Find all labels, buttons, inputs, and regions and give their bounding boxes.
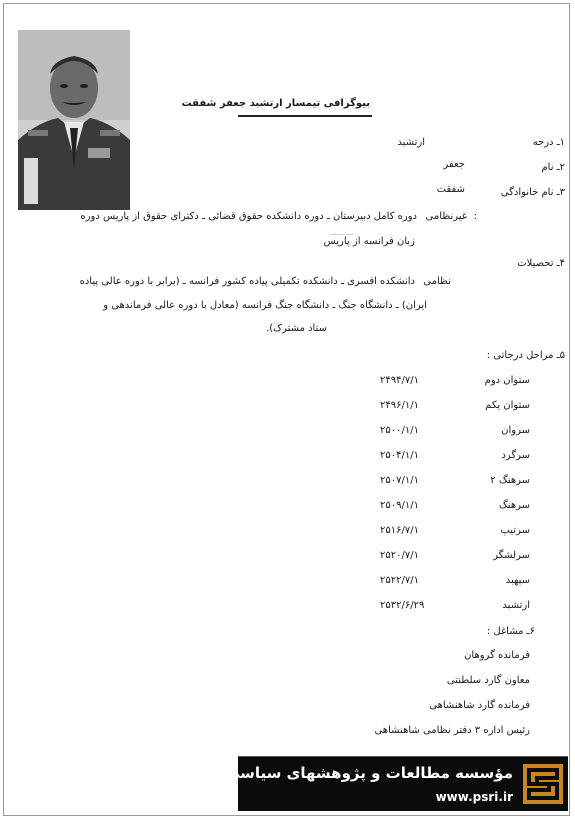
rank-name: ستوان دوم bbox=[484, 375, 530, 386]
rank-name: ارتشبد bbox=[502, 600, 530, 611]
portrait-photo bbox=[18, 30, 130, 210]
rank-row bbox=[380, 475, 530, 489]
rank-name: سرهنگ ۲ bbox=[490, 475, 530, 486]
rank-row bbox=[380, 375, 530, 389]
duty-item: فرمانده گروهان bbox=[464, 650, 530, 661]
civil-education-line-2: زبان فرانسه از پاریس bbox=[323, 236, 415, 247]
rank-date: ۲۵۳۲/۶/۲۹ bbox=[380, 600, 425, 611]
military-education-line-2: ایران) ـ دانشگاه جنگ ـ دانشگاه جنگ فرانسه (معادل با دوره عالی فرماندهی و bbox=[103, 300, 427, 311]
military-education-label: نظامی bbox=[423, 276, 451, 287]
psri-logo-icon bbox=[523, 764, 563, 804]
civil-education-label: غیرنظامی bbox=[425, 211, 467, 222]
rank-date: ۲۵۰۷/۱/۱ bbox=[380, 475, 419, 486]
rank-row bbox=[380, 400, 530, 414]
duty-item: فرمانده گارد شاهنشاهی bbox=[429, 700, 530, 711]
rank-date: ۲۵۲۰/۷/۱ bbox=[380, 550, 419, 561]
education-label: ۴ـ تحصیلات bbox=[517, 258, 565, 269]
rank-date: ۲۴۹۴/۷/۱ bbox=[380, 375, 419, 386]
rank-name: سپهبد bbox=[505, 575, 530, 586]
last-name-value: شفقت bbox=[436, 184, 465, 195]
rank-row bbox=[380, 550, 530, 564]
rank-date: ۲۴۹۶/۱/۱ bbox=[380, 400, 419, 411]
ranks-label: ۵ـ مراحل درجاتی : bbox=[486, 350, 565, 361]
first-name-label: ۲ـ نام bbox=[541, 162, 565, 173]
rank-row bbox=[380, 500, 530, 514]
rank-date: ۲۵۱۶/۷/۱ bbox=[380, 525, 419, 536]
last-name-label: ۳ـ نام خانوادگی bbox=[500, 187, 565, 198]
rank-field-value: ارتشبد bbox=[397, 137, 425, 148]
military-education-line-3: ستاد مشترک). bbox=[266, 323, 327, 334]
duty-item: معاون گارد سلطنتی bbox=[446, 675, 530, 686]
rank-date: ۲۵۰۴/۱/۱ bbox=[380, 450, 419, 461]
footer-url[interactable]: www.psri.ir bbox=[435, 790, 513, 804]
rank-name: سرتیپ bbox=[500, 525, 530, 536]
rank-date: ۲۵۰۰/۱/۱ bbox=[380, 425, 419, 436]
rank-name: سرهنگ bbox=[498, 500, 530, 511]
rank-date: ۲۵۲۲/۷/۱ bbox=[380, 575, 419, 586]
portrait-illustration bbox=[18, 30, 130, 210]
first-name-value: جعفر bbox=[443, 159, 465, 170]
rank-name: سرگرد bbox=[501, 450, 530, 461]
rank-name: سرلشگر bbox=[493, 550, 530, 561]
psri-logo-graphic bbox=[523, 764, 563, 804]
civil-colon: : bbox=[473, 211, 477, 222]
duties-label: ۶ـ مشاغل : bbox=[486, 626, 535, 637]
rank-name: ستوان یکم bbox=[485, 400, 530, 411]
rank-row bbox=[380, 425, 530, 439]
rank-row bbox=[380, 525, 530, 539]
rank-row bbox=[380, 450, 530, 464]
document-title: بیوگرافی تیمسار ارتشبد جعفر شفقت bbox=[181, 98, 370, 109]
rank-field-label: ۱ـ درجه bbox=[532, 137, 565, 148]
military-education-line-1: دانشکده افسری ـ دانشکده تکمیلی پیاده کشور فرانسه ـ (برابر با دوره عالی پیاده bbox=[79, 276, 415, 287]
rank-row bbox=[380, 600, 530, 614]
scratch-marks: ـــــــــ bbox=[330, 228, 354, 238]
rank-name: سروان bbox=[501, 425, 530, 436]
footer-org-name: مؤسسه مطالعات و پژوهشهای سیاسی bbox=[224, 764, 513, 782]
rank-date: ۲۵۰۹/۱/۱ bbox=[380, 500, 419, 511]
duty-item: رئیس اداره ۳ دفتر نظامی شاهنشاهی bbox=[374, 725, 530, 736]
title-underline bbox=[238, 115, 372, 117]
rank-row bbox=[380, 575, 530, 589]
civil-education-line-1: دوره کامل دبیرستان ـ دوره دانشکده حقوق قضائی ـ دکترای حقوق از پاریس دوره bbox=[80, 211, 417, 222]
